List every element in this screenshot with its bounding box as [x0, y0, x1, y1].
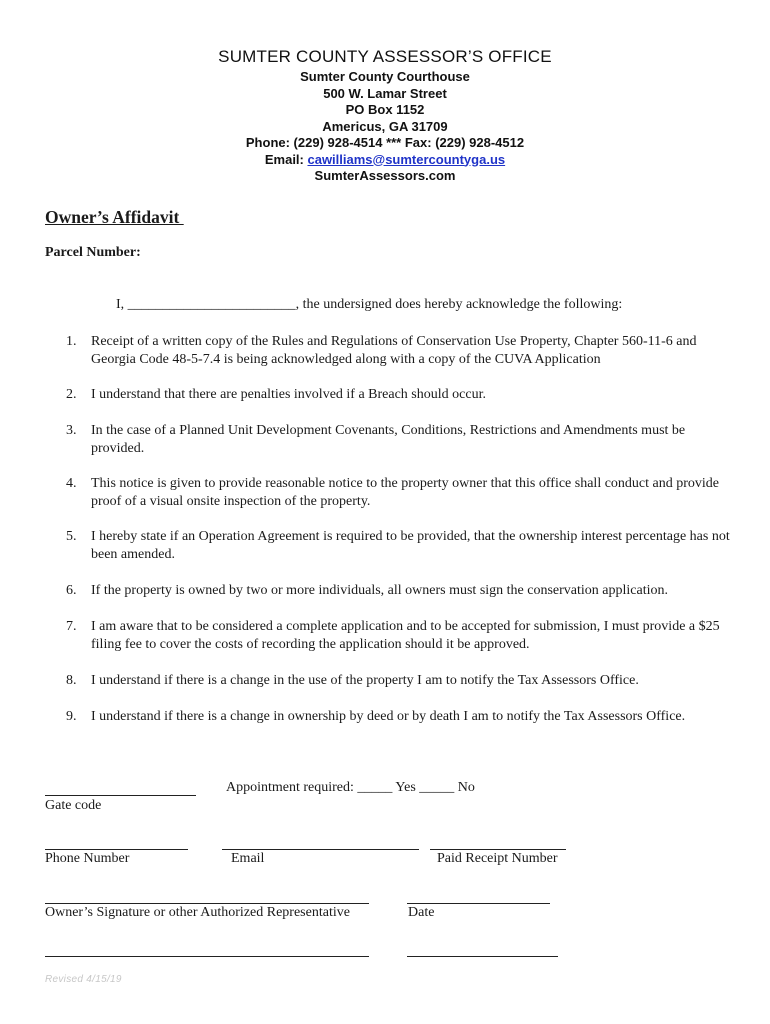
list-item-text: I understand if there is a change in the use of the property I am to notify the Tax Assessors Office. [91, 673, 639, 688]
revised-date: Revised 4/15/19 [45, 974, 122, 985]
gate-code-line[interactable] [45, 795, 196, 796]
list-item-number: 7. [66, 619, 77, 634]
second-date-line[interactable] [407, 956, 558, 957]
paid-receipt-label: Paid Receipt Number [437, 851, 558, 866]
list-item-number: 6. [66, 583, 77, 598]
appointment-required: Appointment required: _____ Yes _____ No [226, 780, 475, 795]
list-item-text: I am aware that to be considered a complete application and to be accepted for submission, I must provide a $25 filing fee to cover the costs of recording the application should it be approved. [91, 619, 720, 652]
acknowledgement-intro: I, ________________________, the undersigned does hereby acknowledge the following: [116, 297, 623, 312]
list-item-number: 4. [66, 476, 77, 491]
city-state-zip: Americus, GA 31709 [322, 118, 448, 134]
list-item-number: 5. [66, 529, 77, 544]
street-address: 500 W. Lamar Street [323, 85, 447, 101]
list-item-text: I understand that there are penalties involved if a Breach should occur. [91, 387, 486, 402]
email-label-field: Email [231, 851, 265, 866]
email-line [0, 152, 770, 169]
phone-fax: Phone: (229) 928-4514 *** Fax: (229) 928-4512 [245, 135, 525, 150]
signature-label: Owner’s Signature or other Authorized Representative [45, 905, 350, 920]
po-box: PO Box 1152 [345, 102, 425, 117]
phone-number-line[interactable] [45, 849, 188, 850]
date-line[interactable] [407, 903, 550, 904]
website: SumterAssessors.com [314, 168, 456, 183]
list-item-number: 2. [66, 387, 77, 402]
list-item-text: Receipt of a written copy of the Rules and Regulations of Conservation Use Property, Chapter 560-11-6 and Georgia Code 48-5-7.4 is being acknowledged along with a copy of the CUVA Application [91, 334, 697, 367]
address-block [0, 69, 770, 185]
list-item-number: 8. [66, 673, 77, 688]
gate-code-label: Gate code [45, 798, 102, 813]
list-item-number: 1. [66, 334, 77, 349]
list-item-text: I hereby state if an Operation Agreement is required to be provided, that the ownership interest percentage has not been amended. [91, 529, 730, 562]
affidavit-title: Owner’s Affidavit [45, 207, 184, 227]
phone-number-label: Phone Number [45, 851, 130, 866]
list-item-text: If the property is owned by two or more individuals, all owners must sign the conservation application. [91, 583, 668, 598]
parcel-number-label: Parcel Number: [45, 245, 141, 260]
email-line-field[interactable] [222, 849, 419, 850]
list-item-text: I understand if there is a change in ownership by deed or by death I am to notify the Tax Assessors Office. [91, 709, 686, 724]
paid-receipt-line[interactable] [430, 849, 566, 850]
office-title: SUMTER COUNTY ASSESSOR’S OFFICE [218, 47, 552, 66]
list-item-text: In the case of a Planned Unit Development Covenants, Conditions, Restrictions and Amendments must be provided. [91, 423, 686, 456]
list-item-text: This notice is given to provide reasonable notice to the property owner that this office shall conduct and provide proof of a visual onsite inspection of the property. [91, 476, 720, 509]
signature-line[interactable] [45, 903, 369, 904]
courthouse-name: Sumter County Courthouse [300, 69, 470, 84]
list-item-number: 9. [66, 709, 77, 724]
email-link[interactable]: cawilliams@sumtercountyga.us [307, 151, 506, 167]
second-signature-line[interactable] [45, 956, 369, 957]
list-item-number: 3. [66, 423, 77, 438]
date-label: Date [408, 905, 435, 920]
email-label: Email: [264, 151, 308, 167]
